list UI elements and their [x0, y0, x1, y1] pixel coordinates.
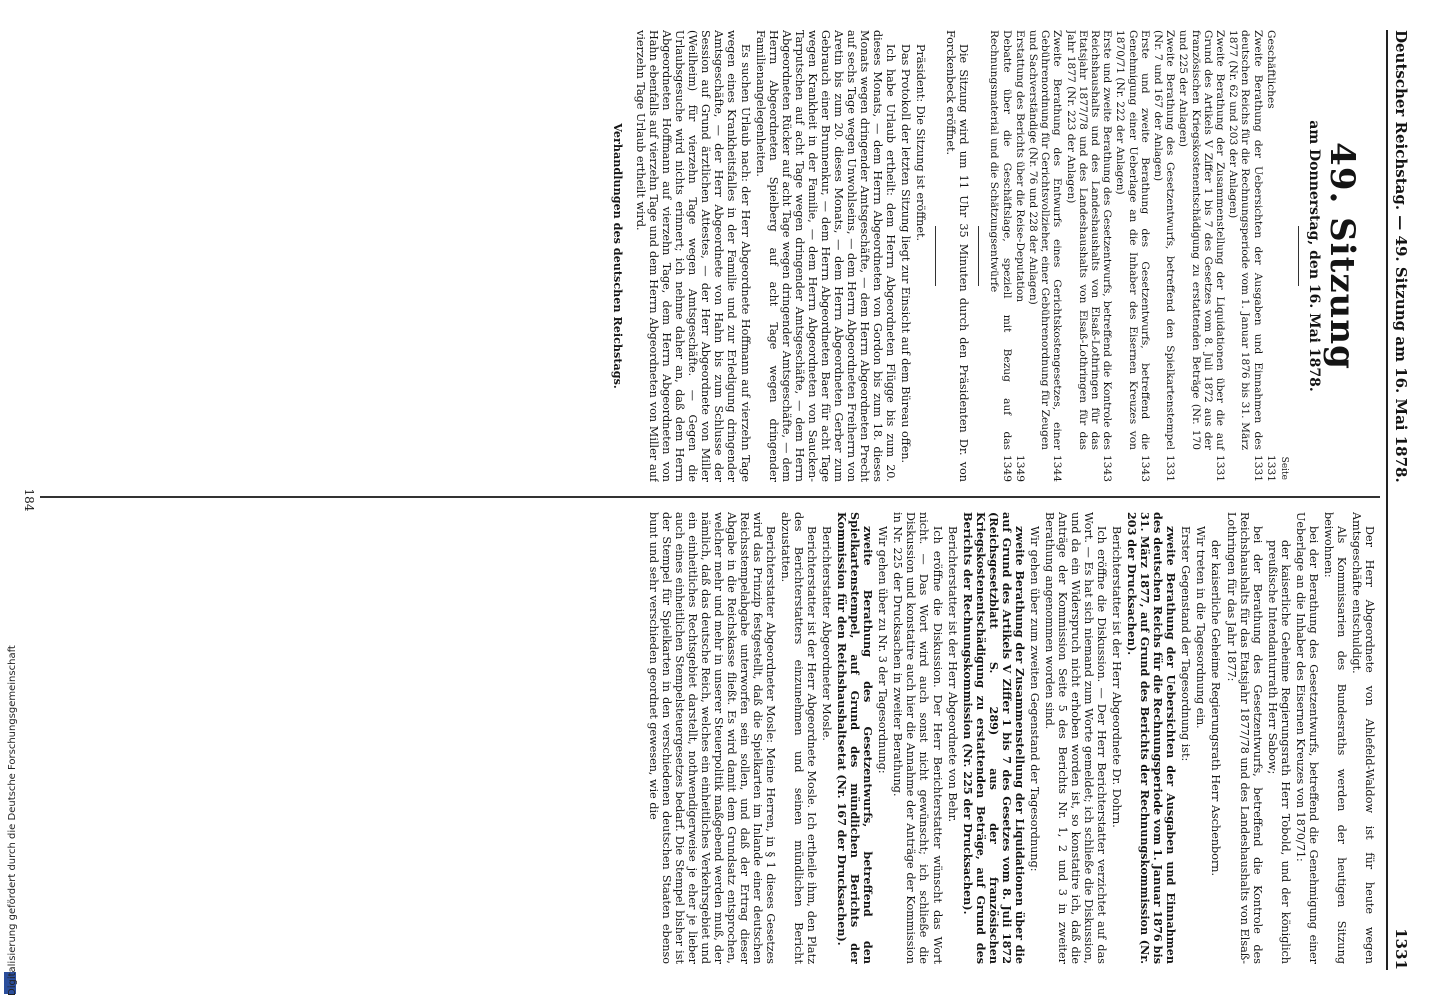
toc-row	[1151, 30, 1176, 482]
paragraph: Präsident: Die Sitzung ist eröffnet.	[914, 44, 928, 242]
toc-entry: Zweite Berathung der Uebersichten der Ausgaben und Einnahmen des deutschen Reichs für die Rechnungsperiode vom 1. Januar 1876 bis 31. März 1877 (Nr. 62 und 203 der Anlagen)	[1227, 30, 1264, 450]
paragraph: Berichterstatter ist der Herr Abgeordnete von Behr.	[945, 526, 959, 823]
session-date: am Donnerstag, den 16. Mai 1878.	[1306, 120, 1322, 392]
paragraph: Ich eröffne die Diskussion. Der Herr Berichterstatter wünscht das Wort nicht. — Das Wort wird auch sonst nicht gewünscht; ich schließe die Diskussion und konstatire auch hier die Annahme der Anträge der Kommission in Nr. 225 der Drucksachen in zweiter Berathung.	[891, 512, 944, 964]
paragraph: bei der Berathung des Gesetzentwurfs, betreffend die Genehmigung einer Ueberlage an die Inhaber des Eisernen Kreuzes von 1870/71:	[1293, 512, 1320, 964]
toc-page: 1343	[1138, 455, 1151, 482]
header-page-number: 1331	[1392, 928, 1410, 970]
paragraph: Wir treten in die Tagesordnung ein.	[1194, 526, 1208, 729]
column-divider	[40, 496, 1380, 498]
paragraph: der kaiserliche Geheime Regierungsrath Herr Tobold, und der königlich preußische Intendanturrath Herr Sabow;	[1265, 540, 1292, 964]
right-paragraphs	[647, 512, 1376, 964]
paragraph: Berichterstatter ist der Herr Abgeordnete Dr. Dohrn.	[1110, 526, 1124, 828]
toc-header: Seite	[1278, 456, 1289, 480]
left-paragraphs	[634, 30, 927, 482]
paragraph: Ich habe Urlaub ertheilt: dem Herrn Abgeordneten Flügge bis zum 20. dieses Monats, — dem Herrn Abgeordneten von Gordon bis zum 18. dieses Monats wegen dringender Amtsgeschäfte, — dem Herrn Abgeordneten Precht auf sechs Tage wegen Unwohlseins, — dem Herrn Abgeordneten Freiherrn von Aretin bis zum 20. dieses Monats, — dem Herrn Abgeordneten Gerber zum Gebrauch einer Brunnenkur, — dem Herrn Abgeordneten Baer für acht Tage wegen Krankheit in der Familie, — dem Herrn Abgeordneten von Saucken-Tarputschen auf acht Tage wegen dringender Amtsgeschäfte, — dem Herrn Abgeordneten Rücker auf acht Tage wegen dringender Amtsgeschäfte, — dem Herrn Abgeordneten Spielberg auf acht Tage wegen dringender Familienangelegenheiten.	[753, 30, 898, 482]
toc-page: 1331	[1214, 455, 1227, 482]
toc-entry: Erste und zweite Berathung des Gesetzentwurfs, betreffend die Genehmigung einer Ueberlage an die Inhaber des Eisernen Kreuzes von 1870/71 (Nr. 222 der Anlagen)	[1114, 30, 1151, 450]
toc-row	[1063, 30, 1113, 482]
toc-entry: Debatte über die Geschäftslage, speziell mit Bezug auf das Rechnungsmaterial und die Schätzungsentwürfe	[988, 30, 1013, 450]
header-title: Deutscher Reichstag. — 49. Sitzung am 16. Mai 1878.	[1392, 30, 1410, 483]
toc-page: 1331	[1164, 455, 1177, 482]
opening-paragraph: Die Sitzung wird um 11 Uhr 35 Minuten durch den Präsidenten Dr. von Forckenbeck eröffnet.	[944, 30, 971, 482]
opening-rule	[935, 226, 936, 286]
paragraph: Wir gehen über zum zweiten Gegenstand der Tagesordnung:	[1027, 526, 1041, 872]
toc-entry: Zweite Berathung der Zusammenstellung der Liquidationen über die auf Grund des Artikels V Ziffer 1 bis 7 des Gesetzes vom 8. Juli 1872 aus der französischen Kriegskostenentschädigung zu erstattenden Beträge (Nr. 170 und 225 der Anlagen)	[1177, 30, 1227, 450]
section-footer-line: Verhandlungen des deutschen Reichstags.	[611, 123, 626, 389]
paragraph: Berichterstatter Abgeordneter Mosle.	[820, 526, 834, 741]
paragraph: Erster Gegenstand der Tagesordnung ist:	[1179, 526, 1193, 762]
session-title: 49. Sitzung	[1322, 142, 1362, 370]
left-column	[26, 30, 1376, 482]
running-header	[1386, 30, 1422, 970]
paragraph: zweite Berathung des Gesetzentwurfs, betreffend den Spielkartenstempel, auf Grund des mündlichen Berichts der Kommission für den Reichshaushaltsetat (Nr. 167 der Drucksachen).	[835, 512, 876, 964]
toc-row	[1176, 30, 1226, 482]
toc-page: 1344	[1051, 455, 1064, 482]
paragraph: Als Kommissarien des Bundesraths werden der heutigen Sitzung beiwohnen:	[1321, 512, 1348, 964]
paragraph: Berichterstatter ist der Herr Abgeordnete Mosle. Ich ertheile ihm, den Platz des Berichterstatters einzunehmen und seinen mündlichen Bericht abzustatten.	[779, 512, 819, 964]
table-of-contents	[987, 30, 1277, 482]
toc-row	[1264, 30, 1277, 482]
title-rule	[1298, 226, 1299, 286]
paragraph: Das Protokoll der letzten Sitzung liegt zur Einsicht auf dem Büreau offen.	[899, 44, 913, 464]
paragraph: Ich eröffne die Diskussion. — Der Herr Berichterstatter verzichtet auf das Wort. — Es hat sich niemand zum Worte gemeldet; ich schließe die Diskussion, und da ein Widerspruch nicht erhoben worden ist, so konstatire ich, daß die Anträge der Kommission Seite 5 des Berichts Nr. 1, 2 und 3 in zweiter Berathung angenommen worden sind.	[1042, 512, 1109, 964]
toc-row	[987, 30, 1012, 482]
toc-entry: Erstattung des Berichts über die Reise-Deputation	[1013, 30, 1026, 303]
paragraph: zweite Berathung der Zusammenstellung der Liquidationen über die auf Grund des Artikels V Ziffer 1 bis 7 des Gesetzes vom 8. Juli 1872 (Reichsgesetzblatt S. 289) aus der französischen Kriegskostenentschädigung zu erstattenden Beträge, auf Grund des Berichts der Rechnungskommission (Nr. 225 der Drucksachen).	[960, 512, 1027, 964]
page-footer-number: 184	[22, 488, 36, 512]
toc-row	[1013, 30, 1026, 482]
toc-row	[1226, 30, 1264, 482]
toc-page: 1331	[1251, 455, 1264, 482]
paragraph: Berichterstatter Abgeordneter Mosle: Meine Herren, in § 1 dieses Gesetzes wird das Prinzip festgestellt, daß die Spielkarten im Inlande einer deutschen Reichsstempelabgabe unterworfen sein sollen, und daß der Ertrag dieser Abgabe in die Reichskasse fließt. Es wird damit dem Grundsatz entsprochen, welcher mehr und mehr in unserer Steuerpolitik maßgebend werden muß, der nämlich, daß das deutsche Reich, welches ein einheitliches Verkehrsgebiet und ein einheitliches Rechtsgebiet darstellt, nothwendigerweise je eher je lieber auch eines einheitlichen Stempelsteuergesetzes bedarf. Die Stempel bisher ist der Stempel für Spielkarten in den verschiedenen deutschen Staaten ebenso bunt und sehr verschieden geordnet gewesen, wie die	[646, 512, 777, 964]
digitization-note: Digitalisierung gefördert durch die Deutsche Forschungsgemeinschaft	[7, 645, 18, 996]
toc-page: 1349	[1013, 455, 1026, 482]
toc-row	[1026, 30, 1064, 482]
toc-rule	[978, 226, 979, 286]
toc-entry: Zweite Berathung des Entwurfs eines Gerichtskostengesetzes, einer Gebührenordnung für Gerichtsvollzieher, einer Gebührenordnung für Zeugen und Sachverständige (Nr. 76 und 228 der Anlagen)	[1027, 30, 1064, 450]
paragraph: bei der Berathung des Gesetzentwurfs, betreffend die Kontrole des Reichshaushalts für das Etatsjahr 1877/78 und des Landeshaushalts von Elsaß-Lothringen für das Jahr 1877:	[1224, 512, 1264, 964]
toc-entry: Geschäftliches	[1264, 30, 1277, 109]
toc-row	[1113, 30, 1151, 482]
toc-entry: Erste und zweite Berathung des Gesetzentwurfs, betreffend die Kontrole des Reichshaushalts und des Landeshaushalts von Elsaß-Lothringen für das Etatsjahr 1877/78 und des Landeshaushalts von Elsaß-Lothringen für das Jahr 1877 (Nr. 223 der Anlagen)	[1064, 30, 1114, 450]
toc-page: 1343	[1101, 455, 1114, 482]
toc-page: 1349	[1000, 455, 1013, 482]
paragraph: der kaiserliche Geheime Regierungsrath Herr Aschenborn.	[1209, 540, 1223, 877]
paragraph: Wir gehen über zu Nr. 3 der Tagesordnung:	[876, 526, 890, 774]
right-column	[26, 512, 1376, 964]
paragraph: zweite Berathung der Uebersichten der Ausgaben und Einnahmen des deutschen Reichs für die Rechnungsperiode vom 1. Januar 1876 bis 31. März 1877, auf Grund des Berichts der Rechnungskommission (Nr. 203 der Drucksachen).	[1125, 512, 1179, 964]
toc-entry: Zweite Berathung des Gesetzentwurfs, betreffend den Spielkartenstempel (Nr. 7 und 167 der Anlagen)	[1152, 30, 1177, 450]
paragraph: Der Herr Abgeordnete von Ahlefeld-Waldow ist für heute wegen Amtsgeschäfte entschuldigt.	[1349, 512, 1376, 964]
toc-page: 1331	[1264, 455, 1277, 482]
paragraph: Es suchen Urlaub nach: der Herr Abgeordnete Hoffmann auf vierzehn Tage wegen eines Krankheitsfalles in der Familie und zur Erledigung dringender Amtsgeschäfte, — der Herr Abgeordnete von Hahn bis zum Schlusse der Session auf Grund ärztlichen Attestes, — der Herr Abgeordnete von Miller (Weilheim) für vierzehn Tage wegen Amtsgeschäfte. — Gegen die Urlaubsgesuche wird nichts erinnert; ich nehme daher an, daß dem Herrn Abgeordneten Hoffmann auf vierzehn Tage, dem Herrn Abgeordneten von Hahn ebenfalls auf vierzehn Tage und dem Herrn Abgeordneten von Miller auf vierzehn Tage Urlaub ertheilt wird.	[634, 30, 752, 482]
